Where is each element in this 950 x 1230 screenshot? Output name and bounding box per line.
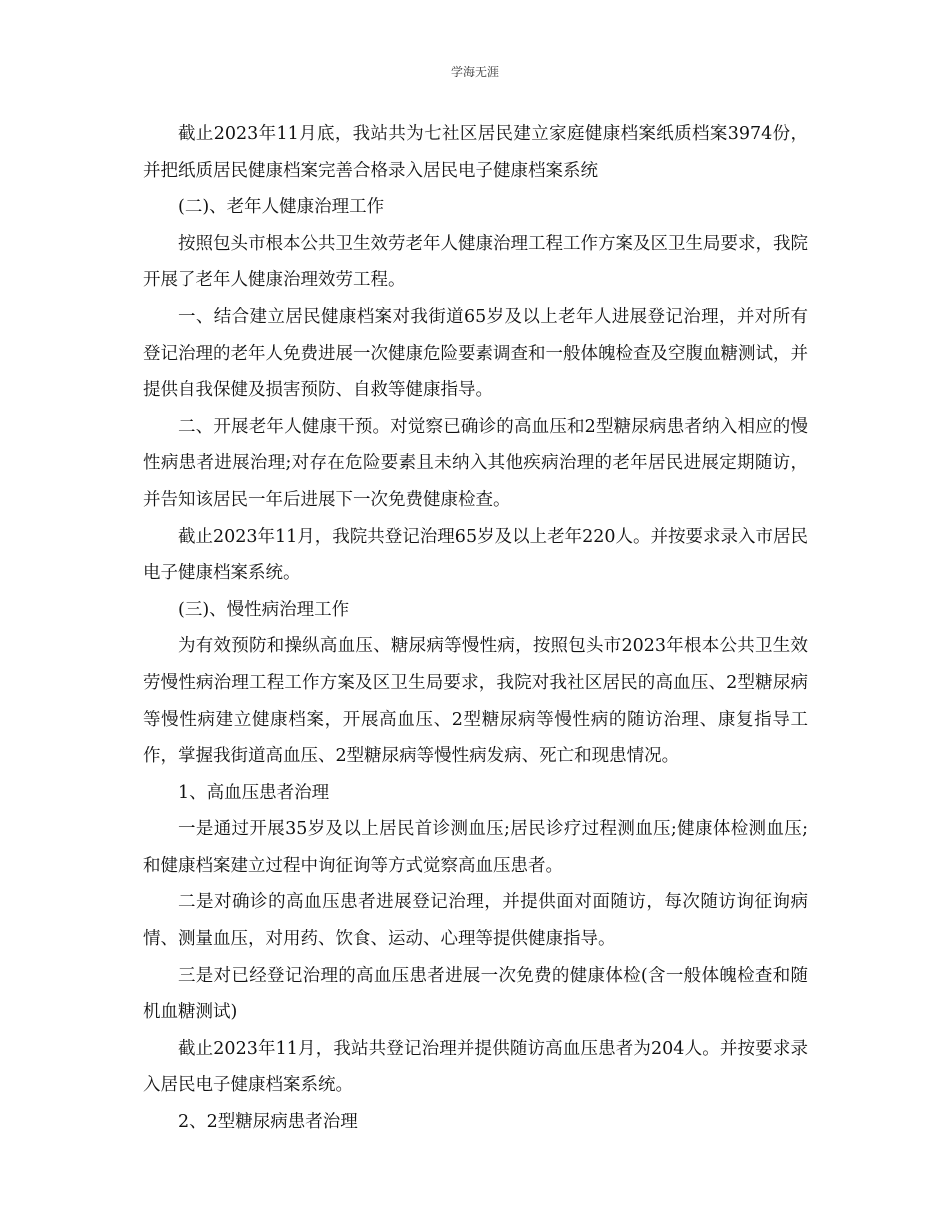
section-heading: (三)、慢性病治理工作 [178, 599, 350, 620]
paragraph: 截止2023年11月底，我站共为七社区居民建立家庭健康档案纸质档案3974份，并把纸质居民健康档案完善合格录入居民电子健康档案系统 [143, 124, 808, 181]
paragraph: 二是对确诊的高血压患者进展登记治理，并提供面对面随访，每次随访询征询病情、测量血压，对用药、饮食、运动、心理等提供健康指导。 [143, 892, 808, 950]
document-body [143, 116, 808, 1141]
paragraph: 二、开展老年人健康干预。对觉察已确诊的高血压和2型糖尿病患者纳入相应的慢性病患者进展治理;对存在危险要素且未纳入其他疾病治理的老年居民进展定期随访，并告知该居民一年后进展下一次免费健康检查。 [143, 416, 808, 510]
paragraph: 一、结合建立居民健康档案对我街道65岁及以上老年人进展登记治理，并对所有登记治理的老年人免费进展一次健康危险要素调查和一般体魄检查及空腹血糖测试，并提供自我保健及损害预防、自救等健康指导。 [143, 306, 808, 401]
paragraph: 一是通过开展35岁及以上居民首诊测血压;居民诊疗过程测血压;健康体检测血压;和健康档案建立过程中询征询等方式觉察高血压患者。 [143, 819, 808, 876]
paragraph: 三是对已经登记治理的高血压患者进展一次免费的健康体检(含一般体魄检查和随机血糖测试) [143, 965, 808, 1023]
paragraph: 为有效预防和操纵高血压、糖尿病等慢性病，按照包头市2023年根本公共卫生效劳慢性病治理工程工作方案及区卫生局要求，我院对我社区居民的高血压、2型糖尿病等慢性病建立健康档案，开展高血压、2型糖尿病等慢性病的随访治理、康复指导工作，掌握我街道高血压、2型糖尿病等慢性病发病、死亡和现患情况。 [143, 636, 808, 767]
paragraph: 按照包头市根本公共卫生效劳老年人健康治理工程工作方案及区卫生局要求，我院开展了老年人健康治理效劳工程。 [143, 233, 808, 291]
page-header: 学海无涯 [450, 65, 499, 79]
subsection-heading: 2、2型糖尿病患者治理 [178, 1112, 358, 1133]
section-heading: (二)、老年人健康治理工作 [178, 197, 385, 218]
paragraph: 截止2023年11月，我站共登记治理并提供随访高血压患者为204人。并按要求录入居民电子健康档案系统。 [143, 1038, 808, 1096]
paragraph: 截止2023年11月，我院共登记治理65岁及以上老年220人。并按要求录入市居民电子健康档案系统。 [143, 526, 808, 584]
subsection-heading: 1、高血压患者治理 [178, 782, 330, 803]
